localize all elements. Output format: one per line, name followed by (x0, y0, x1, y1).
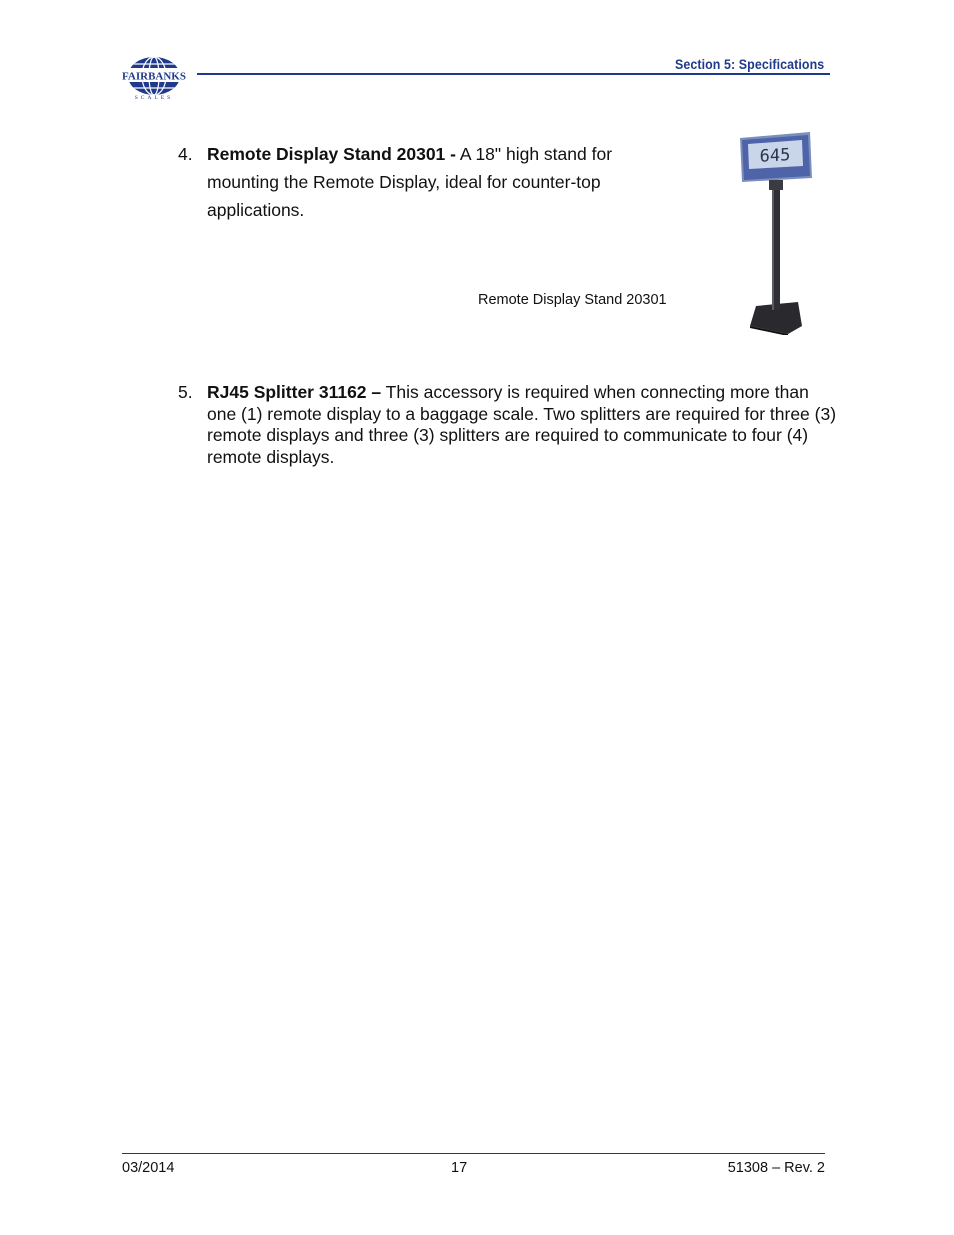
item-description: A 18" high stand for mounting the Remote Display, ideal for counter-top applications. (207, 144, 613, 220)
footer-date: 03/2014 (122, 1160, 175, 1176)
item-title: Remote Display Stand 20301 - (207, 144, 456, 164)
page-number: 17 (451, 1160, 468, 1176)
remote-display-stand-image (736, 130, 816, 335)
document-revision: 51308 – Rev. 2 (727, 1160, 825, 1176)
section-title: Section 5: Specifications (674, 57, 824, 72)
logo-subtext: SCALES (134, 95, 174, 100)
display-readout: 645 (759, 145, 791, 167)
item-description: This accessory is required when connecting more than one (1) remote display to a baggage scale. Two splitters are required for three (3) remote displays and three (3) splitters are required to communicate to four (4) remote displays. (207, 382, 837, 467)
figure-caption: Remote Display Stand 20301 (478, 292, 667, 308)
item-text (207, 382, 837, 468)
fairbanks-logo (122, 54, 186, 100)
logo-text: FAIRBANKS (122, 70, 186, 83)
header-rule (197, 73, 830, 75)
item-number: 4. (178, 144, 193, 164)
footer-rule (122, 1153, 825, 1154)
item-number: 5. (178, 382, 193, 402)
item-text (207, 140, 657, 224)
item-title: RJ45 Splitter 31162 – (207, 382, 382, 402)
